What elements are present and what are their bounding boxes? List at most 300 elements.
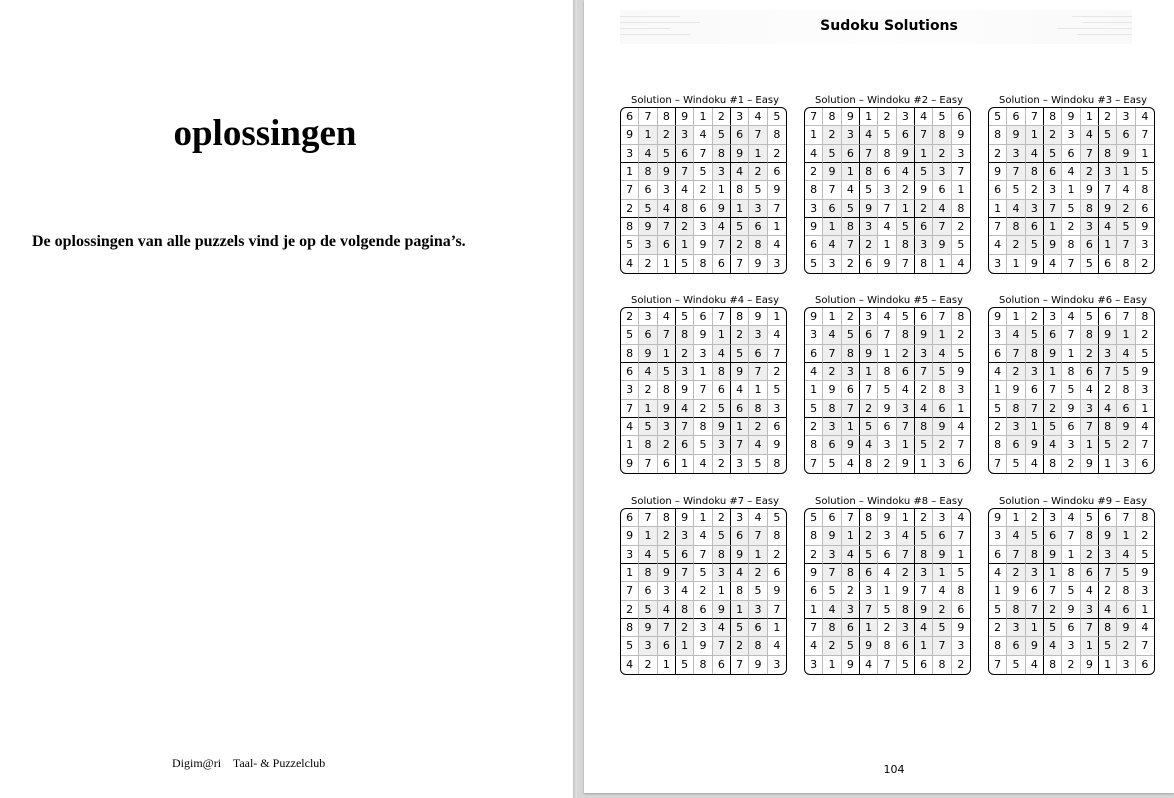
grid-cell: 4 <box>768 236 786 254</box>
grid-cell: 6 <box>1007 637 1025 655</box>
grid-cell: 2 <box>621 200 639 218</box>
grid-cell: 8 <box>1044 656 1062 674</box>
grid-cell: 2 <box>1026 308 1044 326</box>
grid-cell: 4 <box>1117 181 1135 199</box>
grid-cell: 5 <box>897 308 915 326</box>
grid-cell: 3 <box>676 363 694 381</box>
grid-cell: 5 <box>731 345 749 363</box>
grid-cell: 4 <box>639 546 657 564</box>
grid-cell: 7 <box>952 436 970 454</box>
grid-cell: 9 <box>658 163 676 181</box>
grid-cell: 7 <box>952 527 970 545</box>
grid-cell: 3 <box>1136 582 1154 600</box>
grid-cell: 4 <box>694 455 712 473</box>
grid-cell: 6 <box>823 436 841 454</box>
grid-cell: 8 <box>713 546 731 564</box>
grid-cell: 4 <box>621 656 639 674</box>
grid-cell: 1 <box>897 509 915 527</box>
grid-cell: 8 <box>1007 218 1025 236</box>
grid-cell: 5 <box>639 418 657 436</box>
sudoku-grid <box>988 107 1155 274</box>
grid-cell: 4 <box>731 381 749 399</box>
grid-cell: 5 <box>621 326 639 344</box>
grid-cell: 2 <box>842 308 860 326</box>
grid-cell: 3 <box>1044 509 1062 527</box>
grid-cell: 6 <box>1117 400 1135 418</box>
grid-cell: 2 <box>1081 546 1099 564</box>
grid-cell: 9 <box>933 418 951 436</box>
grid-cell: 3 <box>842 363 860 381</box>
grid-cell: 7 <box>1044 381 1062 399</box>
grid-cell: 8 <box>952 200 970 218</box>
grid-cell: 1 <box>805 126 823 144</box>
grid-cell: 4 <box>731 564 749 582</box>
grid-cell: 9 <box>1136 363 1154 381</box>
grid-cell: 6 <box>731 527 749 545</box>
grid-cell: 7 <box>658 326 676 344</box>
grid-cell: 6 <box>713 255 731 273</box>
grid-cell: 7 <box>694 546 712 564</box>
grid-cell: 1 <box>694 509 712 527</box>
grid-cell: 4 <box>823 236 841 254</box>
grid-cell: 4 <box>915 619 933 637</box>
sudoku-solution-4 <box>620 294 790 474</box>
grid-cell: 7 <box>860 381 878 399</box>
grid-cell: 7 <box>768 200 786 218</box>
grid-cell: 7 <box>676 418 694 436</box>
grid-cell: 9 <box>860 637 878 655</box>
grid-cell: 1 <box>1117 527 1135 545</box>
grid-cell: 9 <box>621 527 639 545</box>
grid-cell: 5 <box>1007 455 1025 473</box>
grid-cell: 3 <box>731 509 749 527</box>
grid-cell: 8 <box>823 400 841 418</box>
grid-cell: 4 <box>989 236 1007 254</box>
grid-cell: 9 <box>731 363 749 381</box>
grid-cell: 7 <box>731 255 749 273</box>
grid-cell: 6 <box>694 601 712 619</box>
sudoku-solution-2 <box>804 94 974 274</box>
grid-cell: 3 <box>658 582 676 600</box>
grid-cell: 3 <box>658 418 676 436</box>
grid-cell: 7 <box>621 181 639 199</box>
grid-cell: 8 <box>658 108 676 126</box>
grid-cell: 1 <box>1136 145 1154 163</box>
grid-cell: 3 <box>1099 345 1117 363</box>
grid-cell: 6 <box>1081 564 1099 582</box>
grid-cell: 1 <box>860 619 878 637</box>
grid-cell: 1 <box>621 436 639 454</box>
sudoku-grid <box>804 107 971 274</box>
grid-cell: 9 <box>878 400 896 418</box>
grid-cell: 1 <box>1044 218 1062 236</box>
grid-cell: 8 <box>1081 527 1099 545</box>
grid-cell: 2 <box>989 418 1007 436</box>
grid-cell: 5 <box>1044 418 1062 436</box>
grid-cell: 8 <box>1026 345 1044 363</box>
grid-cell: 9 <box>1044 236 1062 254</box>
grid-cell: 1 <box>878 345 896 363</box>
puzzle-title: Solution – Windoku #8 – Easy <box>814 496 964 507</box>
grid-cell: 8 <box>805 181 823 199</box>
grid-cell: 4 <box>694 527 712 545</box>
grid-cell: 4 <box>805 145 823 163</box>
intro-text: De oplossingen van alle puzzels vind je op de volgende pagina’s. <box>32 233 466 250</box>
grid-cell: 7 <box>768 601 786 619</box>
grid-cell: 6 <box>658 637 676 655</box>
grid-cell: 3 <box>713 163 731 181</box>
grid-cell: 6 <box>860 255 878 273</box>
grid-cell: 2 <box>933 145 951 163</box>
grid-cell: 9 <box>731 546 749 564</box>
grid-cell: 1 <box>1044 363 1062 381</box>
grid-cell: 1 <box>658 345 676 363</box>
grid-cell: 8 <box>1026 546 1044 564</box>
grid-cell: 1 <box>639 126 657 144</box>
grid-cell: 4 <box>1081 582 1099 600</box>
grid-cell: 5 <box>1007 656 1025 674</box>
grid-cell: 3 <box>639 637 657 655</box>
grid-cell: 3 <box>1099 163 1117 181</box>
grid-cell: 9 <box>842 108 860 126</box>
grid-cell: 5 <box>1099 126 1117 144</box>
grid-cell: 1 <box>639 400 657 418</box>
grid-cell: 5 <box>1081 255 1099 273</box>
grid-cell: 5 <box>1081 509 1099 527</box>
grid-cell: 3 <box>1026 200 1044 218</box>
grid-cell: 6 <box>842 381 860 399</box>
grid-cell: 1 <box>676 455 694 473</box>
grid-cell: 1 <box>1007 255 1025 273</box>
grid-cell: 3 <box>823 255 841 273</box>
grid-cell: 2 <box>713 455 731 473</box>
grid-cell: 3 <box>676 527 694 545</box>
grid-cell: 5 <box>878 381 896 399</box>
sudoku-solution-6 <box>988 294 1158 474</box>
grid-cell: 3 <box>1117 656 1135 674</box>
grid-cell: 4 <box>952 509 970 527</box>
grid-cell: 2 <box>621 308 639 326</box>
grid-cell: 7 <box>915 126 933 144</box>
grid-cell: 3 <box>842 601 860 619</box>
grid-cell: 1 <box>768 308 786 326</box>
grid-cell: 6 <box>1141 658 1149 672</box>
grid-cell: 8 <box>1099 145 1117 163</box>
grid-cell: 3 <box>952 381 970 399</box>
grid-cell: 8 <box>805 436 823 454</box>
grid-cell: 9 <box>1007 126 1025 144</box>
grid-cell: 4 <box>878 564 896 582</box>
grid-cell: 4 <box>749 436 767 454</box>
grid-cell: 2 <box>897 345 915 363</box>
grid-cell: 7 <box>878 656 896 674</box>
grid-cell: 8 <box>676 601 694 619</box>
grid-cell: 7 <box>823 345 841 363</box>
grid-cell: 3 <box>933 163 951 181</box>
grid-cell: 5 <box>676 308 694 326</box>
grid-cell: 4 <box>713 619 731 637</box>
grid-cell: 7 <box>639 455 657 473</box>
grid-cell: 3 <box>694 345 712 363</box>
grid-cell: 5 <box>1026 527 1044 545</box>
grid-cell: 7 <box>933 218 951 236</box>
grid-cell: 9 <box>878 509 896 527</box>
grid-cell: 5 <box>1117 363 1135 381</box>
grid-cell: 4 <box>897 527 915 545</box>
grid-cell: 9 <box>989 163 1007 181</box>
grid-cell: 3 <box>1044 308 1062 326</box>
grid-cell: 4 <box>933 345 951 363</box>
grid-cell: 4 <box>768 637 786 655</box>
grid-cell: 4 <box>1081 126 1099 144</box>
grid-cell: 5 <box>1062 381 1080 399</box>
grid-cell: 4 <box>915 400 933 418</box>
puzzle-title: Solution – Windoku #7 – Easy <box>630 496 780 507</box>
grid-cell: 1 <box>952 181 970 199</box>
grid-cell: 9 <box>713 200 731 218</box>
grid-cell: 5 <box>694 163 712 181</box>
grid-cell: 8 <box>860 509 878 527</box>
grid-cell: 6 <box>713 381 731 399</box>
grid-cell: 7 <box>860 601 878 619</box>
grid-cell: 3 <box>952 637 970 655</box>
grid-cell: 7 <box>1062 527 1080 545</box>
grid-cell: 5 <box>842 637 860 655</box>
grid-cell: 8 <box>676 326 694 344</box>
grid-cell: 7 <box>915 582 933 600</box>
sudoku-grid <box>620 508 787 675</box>
grid-cell: 5 <box>842 326 860 344</box>
grid-cell: 6 <box>639 582 657 600</box>
grid-cell: 4 <box>1117 546 1135 564</box>
page-divider <box>573 0 577 798</box>
grid-cell: 5 <box>805 509 823 527</box>
grid-cell: 1 <box>731 418 749 436</box>
grid-cell: 8 <box>989 126 1007 144</box>
grid-cell: 1 <box>694 108 712 126</box>
grid-cell: 2 <box>676 218 694 236</box>
grid-cell: 8 <box>1099 619 1117 637</box>
grid-cell: 8 <box>1117 255 1135 273</box>
grid-cell: 1 <box>878 582 896 600</box>
grid-cell: 7 <box>989 455 1007 473</box>
grid-cell: 7 <box>1026 108 1044 126</box>
grid-cell: 7 <box>1136 126 1154 144</box>
grid-cell: 5 <box>897 218 915 236</box>
grid-cell: 2 <box>694 582 712 600</box>
grid-cell: 9 <box>768 582 786 600</box>
grid-cell: 6 <box>639 326 657 344</box>
grid-cell: 5 <box>805 400 823 418</box>
grid-cell: 9 <box>842 656 860 674</box>
grid-cell: 6 <box>805 582 823 600</box>
grid-cell: 4 <box>694 126 712 144</box>
grid-cell: 4 <box>933 200 951 218</box>
grid-cell: 1 <box>805 381 823 399</box>
grid-cell: 6 <box>676 145 694 163</box>
grid-cell: 8 <box>1081 326 1099 344</box>
grid-cell: 5 <box>952 345 970 363</box>
grid-cell: 1 <box>823 308 841 326</box>
grid-cell: 2 <box>1081 345 1099 363</box>
grid-cell: 1 <box>842 527 860 545</box>
grid-cell: 6 <box>933 400 951 418</box>
sudoku-solution-5 <box>804 294 974 474</box>
grid-cell: 2 <box>805 418 823 436</box>
sudoku-solution-7 <box>620 495 790 675</box>
grid-cell: 9 <box>933 236 951 254</box>
grid-cell: 4 <box>749 509 767 527</box>
grid-cell: 5 <box>676 255 694 273</box>
grid-cell: 3 <box>805 656 823 674</box>
grid-cell: 1 <box>1136 601 1154 619</box>
grid-cell: 7 <box>1099 564 1117 582</box>
grid-cell: 5 <box>676 656 694 674</box>
grid-cell: 3 <box>1136 381 1154 399</box>
grid-cell: 1 <box>749 145 767 163</box>
right-page <box>584 0 1174 793</box>
grid-cell: 4 <box>621 418 639 436</box>
grid-cell: 3 <box>989 527 1007 545</box>
puzzle-title: Solution – Windoku #4 – Easy <box>630 295 780 306</box>
grid-cell: 7 <box>658 218 676 236</box>
grid-cell: 7 <box>1026 400 1044 418</box>
grid-cell: 6 <box>1026 582 1044 600</box>
grid-cell: 5 <box>1026 326 1044 344</box>
grid-cell: 8 <box>773 457 781 471</box>
grid-cell: 6 <box>749 218 767 236</box>
grid-cell: 4 <box>915 108 933 126</box>
grid-cell: 2 <box>749 418 767 436</box>
grid-cell: 4 <box>805 637 823 655</box>
grid-cell: 3 <box>1007 145 1025 163</box>
grid-cell: 3 <box>621 381 639 399</box>
grid-cell: 1 <box>897 200 915 218</box>
grid-cell: 5 <box>731 619 749 637</box>
grid-cell: 5 <box>768 509 786 527</box>
grid-cell: 2 <box>639 381 657 399</box>
grid-cell: 7 <box>805 455 823 473</box>
grid-cell: 4 <box>860 126 878 144</box>
grid-cell: 6 <box>621 509 639 527</box>
grid-cell: 9 <box>860 200 878 218</box>
grid-cell: 4 <box>658 200 676 218</box>
grid-cell: 5 <box>621 236 639 254</box>
grid-cell: 2 <box>768 546 786 564</box>
grid-cell: 2 <box>1026 181 1044 199</box>
grid-cell: 7 <box>1136 637 1154 655</box>
grid-cell: 3 <box>1062 637 1080 655</box>
puzzle-title: Solution – Windoku #3 – Easy <box>998 95 1148 106</box>
grid-cell: 6 <box>952 108 970 126</box>
grid-cell: 6 <box>1026 218 1044 236</box>
grid-cell: 2 <box>805 163 823 181</box>
grid-cell: 7 <box>1062 326 1080 344</box>
grid-cell: 6 <box>1026 381 1044 399</box>
grid-cell: 5 <box>713 400 731 418</box>
grid-cell: 9 <box>749 656 767 674</box>
grid-cell: 6 <box>1062 418 1080 436</box>
grid-cell: 9 <box>805 218 823 236</box>
grid-cell: 4 <box>1044 637 1062 655</box>
grid-cell: 1 <box>933 564 951 582</box>
grid-cell: 7 <box>1099 363 1117 381</box>
grid-cell: 6 <box>915 218 933 236</box>
grid-cell: 2 <box>823 126 841 144</box>
grid-cell: 8 <box>768 527 786 545</box>
grid-cell: 1 <box>842 163 860 181</box>
grid-cell: 3 <box>989 326 1007 344</box>
grid-cell: 1 <box>933 326 951 344</box>
grid-cell: 4 <box>842 455 860 473</box>
grid-cell: 5 <box>860 418 878 436</box>
grid-cell: 1 <box>1099 656 1117 674</box>
grid-cell: 4 <box>749 108 767 126</box>
grid-cell: 1 <box>713 326 731 344</box>
grid-cell: 1 <box>915 145 933 163</box>
grid-cell: 5 <box>933 363 951 381</box>
grid-cell: 3 <box>773 658 781 672</box>
grid-cell: 7 <box>1044 582 1062 600</box>
grid-cell: 5 <box>952 564 970 582</box>
grid-cell: 2 <box>749 564 767 582</box>
grid-cell: 2 <box>860 236 878 254</box>
grid-cell: 2 <box>989 619 1007 637</box>
grid-cell: 8 <box>860 455 878 473</box>
grid-cell: 8 <box>639 436 657 454</box>
grid-cell: 3 <box>768 400 786 418</box>
grid-cell: 6 <box>915 308 933 326</box>
grid-cell: 8 <box>749 637 767 655</box>
grid-cell: 5 <box>658 145 676 163</box>
grid-cell: 1 <box>989 582 1007 600</box>
puzzle-title: Solution – Windoku #5 – Easy <box>814 295 964 306</box>
grid-cell: 2 <box>878 108 896 126</box>
grid-cell: 7 <box>694 381 712 399</box>
grid-cell: 9 <box>989 509 1007 527</box>
grid-cell: 3 <box>1062 126 1080 144</box>
grid-cell: 9 <box>694 236 712 254</box>
grid-cell: 3 <box>1007 418 1025 436</box>
grid-cell: 5 <box>1026 236 1044 254</box>
grid-cell: 5 <box>731 218 749 236</box>
grid-cell: 8 <box>749 400 767 418</box>
grid-cell: 3 <box>694 619 712 637</box>
grid-cell: 9 <box>1081 181 1099 199</box>
grid-cell: 4 <box>1007 326 1025 344</box>
grid-cell: 4 <box>713 218 731 236</box>
grid-cell: 9 <box>1026 436 1044 454</box>
grid-cell: 3 <box>731 108 749 126</box>
grid-cell: 7 <box>878 200 896 218</box>
sudoku-grid <box>620 107 787 274</box>
grid-cell: 9 <box>805 564 823 582</box>
grid-cell: 4 <box>676 181 694 199</box>
grid-cell: 6 <box>1136 200 1154 218</box>
grid-cell: 3 <box>1117 108 1135 126</box>
grid-cell: 6 <box>1141 457 1149 471</box>
grid-cell: 9 <box>658 400 676 418</box>
grid-cell: 7 <box>639 108 657 126</box>
grid-cell: 9 <box>897 455 915 473</box>
grid-cell: 2 <box>639 255 657 273</box>
grid-cell: 1 <box>1099 455 1117 473</box>
grid-cell: 2 <box>878 619 896 637</box>
grid-cell: 5 <box>878 126 896 144</box>
puzzle-title: Solution – Windoku #6 – Easy <box>998 295 1148 306</box>
grid-cell: 1 <box>860 363 878 381</box>
grid-cell: 9 <box>731 145 749 163</box>
